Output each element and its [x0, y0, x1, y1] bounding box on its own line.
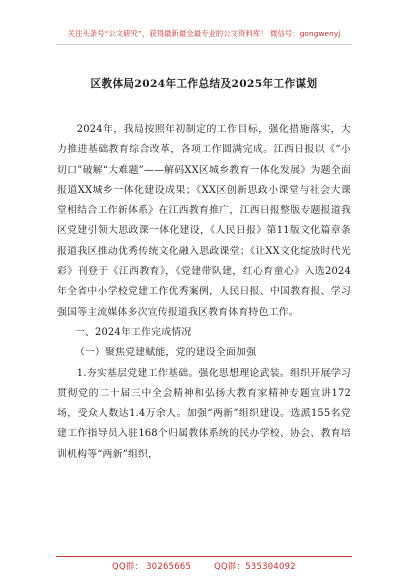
header-divider — [56, 44, 352, 45]
footer — [0, 560, 408, 572]
document-body — [57, 120, 351, 465]
intro-paragraph: 2024年，我局按照年初制定的工作目标，强化措施落实，大力推进基础教育综合改革，各项工作圆满完成。江西日报以《“小切口”破解“大难题”——解码XX区城乡教育一体化发展》为题全面报道XX城乡一体化建设成果；《XX区创新思政小课堂与社会大课堂相结合工作新体系》在江西教育推广，江西日报整版专题报道我区党建引领大思政课一体化建设，《人民日报》第11版文化篇章条报道我区推动优秀传统文化融入思政课堂；《让XX文化绽放时代光彩》刊登于《江西教育》，《党建带队建，红心育童心》入选2024年全省中小学校党建工作优秀案例，人民日报、中国教育报、学习强国等主流媒体多次宣传报道我区教育体育特色工作。 — [57, 124, 351, 318]
document-title: 区教体局2024年工作总结及2025年工作谋划 — [90, 78, 318, 90]
footer-qq-group-1: QQ群： 30265665 — [112, 561, 192, 571]
header-banner: 关注头条号“公文研究”，获得最新最全最专业的公文资料库！ 微信号：gongwenyj — [67, 29, 341, 38]
body-paragraph: 1.夯实基层党建工作基础。强化思想理论武装。组织开展学习贯彻党的二十届三中全会精神和弘扬大教育家精神专题宣讲172场，受众人数达1.4万余人。加强“两新”组织建设。选派155名党建工作指导员入驻168个归属教体系统的民办学校、协会、教育培训机构等“两新”组织， — [57, 367, 351, 460]
footer-qq-group-2: QQ群：535304092 — [214, 561, 296, 571]
subsection-heading: （一）聚焦党建赋能，党的建设全面加强 — [74, 347, 257, 359]
footer-divider — [56, 556, 352, 557]
section-heading: 一、2024年工作完成情况 — [74, 326, 192, 338]
